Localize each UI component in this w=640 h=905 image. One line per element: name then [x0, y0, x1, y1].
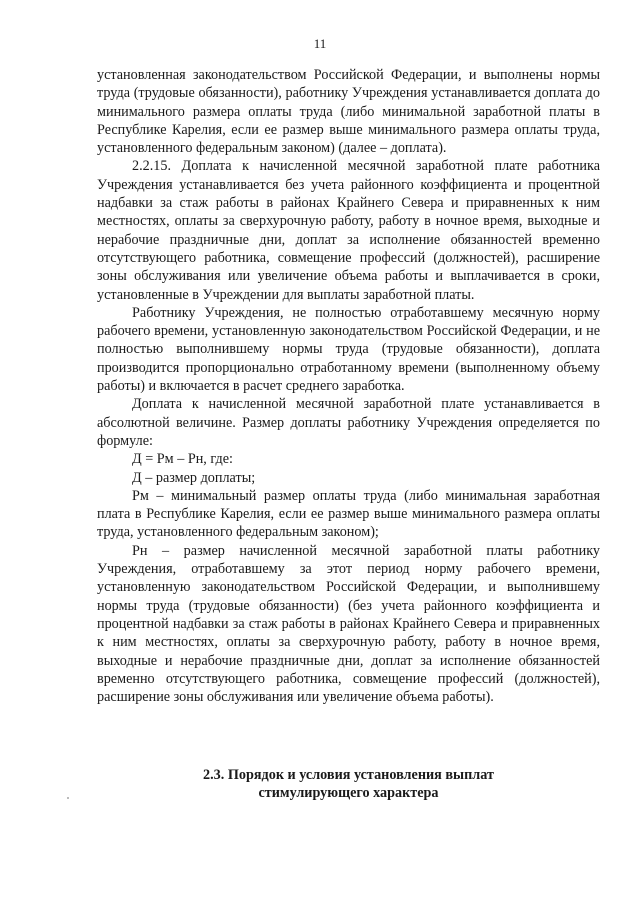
margin-dot: [67, 797, 69, 799]
paragraph-absolute-value: Доплата к начисленной месячной заработной плате устанавливается в абсолютной величине. Размер доплаты работнику Учреждения определяется по формуле:: [97, 396, 600, 449]
body-text: [97, 66, 600, 706]
section-heading-line-1: 2.3. Порядок и условия установления выплат: [203, 767, 494, 783]
paragraph-2-2-15: 2.2.15. Доплата к начисленной месячной заработной плате работника Учреждения устанавливается без учета районного коэффициента и процентной надбавки за стаж работы в районах Крайнего Севера и приравненных к ним местностях, оплаты за сверхурочную работу, работу в ночное время, выходные и нерабочие праздничные дни, доплат за исполнение обязанностей временно отсутствующего работника, совмещение профессий (должностей), расширение зоны обслуживания или увеличение объема работы и выплачивается в сроки, установленные в Учреждении для выплаты заработной платы.: [97, 158, 600, 303]
formula: Д = Рм – Рн, где:: [132, 451, 233, 468]
definition-d: Д – размер доплаты;: [132, 469, 256, 486]
definition-rn: Рн – размер начисленной месячной заработной платы работнику Учреждения, отработавшему за этот период норму рабочего времени, установленную законодательством Российской Федерации, и выполнившему нормы труда (трудовые обязанности) (без учета районного коэффициента и процентной надбавки за стаж работы в районах Крайнего Севера и приравненных к ним местностях, оплаты за сверхурочную работу, работу в ночное время, выходные и нерабочие праздничные дни, доплат за исполнение обязанностей временно отсутствующего работника, совмещение профессий (должностей), расширение зоны обслуживания или увеличение объема работы).: [97, 542, 600, 706]
section-heading: [97, 766, 600, 803]
paragraph-continuation: установленная законодательством Российской Федерации, и выполнены нормы труда (трудовые обязанности), работнику Учреждения устанавливается доплата до минимального размера оплаты труда (либо минимальной заработной платы в Республике Карелия, если ее размер выше минимального размера оплаты труда, установленного федеральным законом) (далее – доплата).: [97, 67, 600, 157]
section-heading-line-2: стимулирующего характера: [258, 785, 439, 802]
page-number: 11: [313, 36, 327, 51]
paragraph-partial-norm: Работнику Учреждения, не полностью отработавшему месячную норму рабочего времени, установленную законодательством Российской Федерации, и не полностью выполнившему нормы труда (трудовые обязанности), доплата производится пропорционально отработанному времени (выполненному объему работы) и включается в расчет среднего заработка.: [97, 304, 600, 395]
definition-rm: Рм – минимальный размер оплаты труда (либо минимальная заработная плата в Республике Карелия, если ее размер выше минимального размера оплаты труда, установленного федеральным законом);: [97, 487, 600, 541]
